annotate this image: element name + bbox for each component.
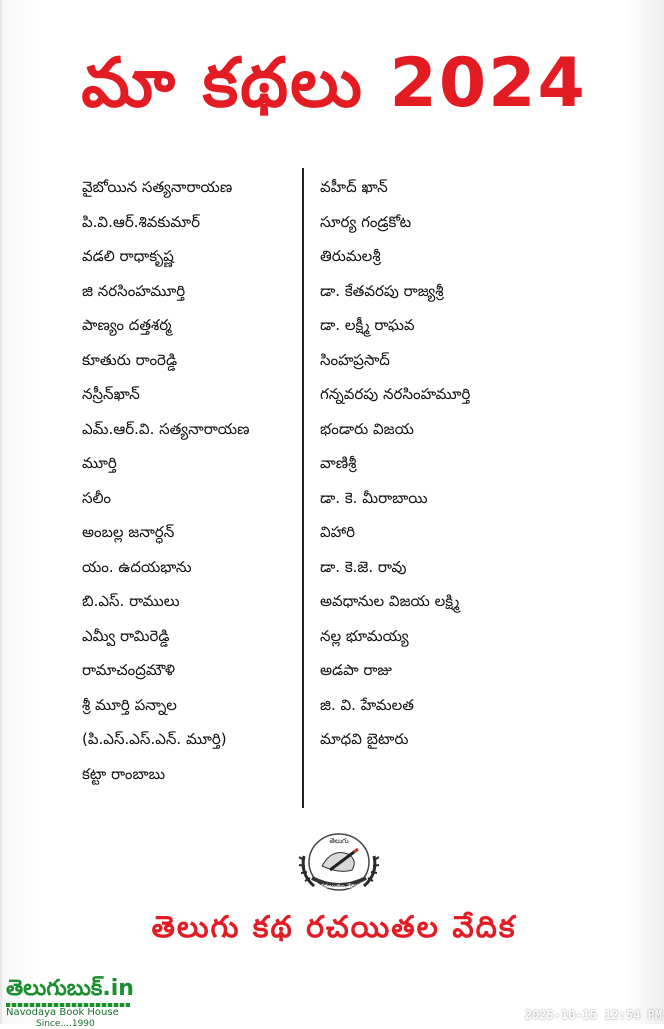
author-name: అవధానుల విజయ లక్ష్మి: [320, 592, 460, 610]
author-name: వైబోయిన సత్యనారాయణ: [82, 178, 233, 196]
author-name: జి. వి. హేమలత: [320, 695, 414, 714]
watermark-name: తెలుగుబుక్.in: [6, 976, 134, 1001]
author-name: తిరుమలశ్రీ: [320, 247, 381, 265]
author-name: డా. కె.జె. రావు: [320, 557, 407, 576]
author-name: శ్రీ మూర్తి పన్నాల: [82, 695, 177, 714]
author-name: భండారు విజయ: [320, 419, 414, 438]
authors-left-column: [82, 170, 249, 791]
author-name: మూర్తి: [82, 454, 117, 472]
author-name: గన్నవరపు నరసింహమూర్తి: [320, 385, 471, 403]
author-name: సింహప్రసాద్: [320, 350, 390, 369]
author-name: పాణ్యం దత్తశర్మ: [82, 316, 172, 334]
emblem-text-top: తెలుగు: [329, 837, 349, 845]
author-name: డా. లక్ష్మీ రాఘవ: [320, 316, 415, 334]
author-name: మాధవి బైటారు: [320, 730, 409, 748]
author-name: నల్ల భూమయ్య: [320, 626, 409, 645]
author-name: ఎమ్వీ రామిరెడ్డి: [82, 626, 170, 645]
publisher-title: తెలుగు కథ రచయితల వేదిక: [151, 910, 517, 945]
author-name: (పి.ఎస్.ఎస్.ఎన్. మూర్తి): [82, 730, 227, 748]
watermark-logo[interactable]: [6, 976, 136, 1029]
author-name: సూర్య గండ్రకోట: [320, 212, 412, 231]
column-divider: [302, 168, 304, 808]
photo-timestamp: 2025-10-15 12:54 PM: [524, 1008, 662, 1022]
author-name: విహారి: [320, 523, 356, 541]
authors-right-column: [320, 170, 470, 757]
emblem-text-bottom: రచయితల వేదిక: [319, 883, 359, 890]
author-name: అంబల్ల జనార్ధన్: [82, 523, 175, 541]
author-name: డా. కె. మీరాబాయి: [320, 488, 428, 507]
watermark-sub: Navodaya Book House: [6, 1007, 119, 1018]
author-name: కట్టా రాంబాబు: [82, 764, 166, 783]
author-name: వహీద్ ఖాన్: [320, 178, 388, 196]
author-name: డా. కేతవరపు రాజ్యశ్రీ: [320, 281, 444, 300]
author-name: ఎమ్.ఆర్.వి. సత్యనారాయణ: [82, 419, 250, 438]
watermark-since: Since....1990: [36, 1019, 95, 1029]
author-name: కూతురు రాంరెడ్డి: [82, 350, 178, 369]
author-name: నస్రీన్‌ఖాన్: [82, 385, 140, 403]
author-name: జి నరసింహమూర్తి: [82, 281, 186, 300]
author-name: రామాచంద్రమౌళి: [82, 661, 175, 679]
emblem-seal-icon: [292, 826, 387, 901]
author-name: యం. ఉదయభాను: [82, 557, 192, 576]
author-name: పి.వి.ఆర్.శివకుమార్: [82, 212, 201, 231]
author-name: సలీం: [82, 488, 112, 507]
page-title: మా కథలు 2024: [81, 44, 587, 123]
author-name: బి.ఎస్. రాములు: [82, 592, 180, 610]
author-name: అడపా రాజు: [320, 661, 392, 679]
author-name: వడలి రాధాకృష్ణ: [82, 247, 174, 265]
author-name: వాణిశ్రీ: [320, 454, 357, 472]
